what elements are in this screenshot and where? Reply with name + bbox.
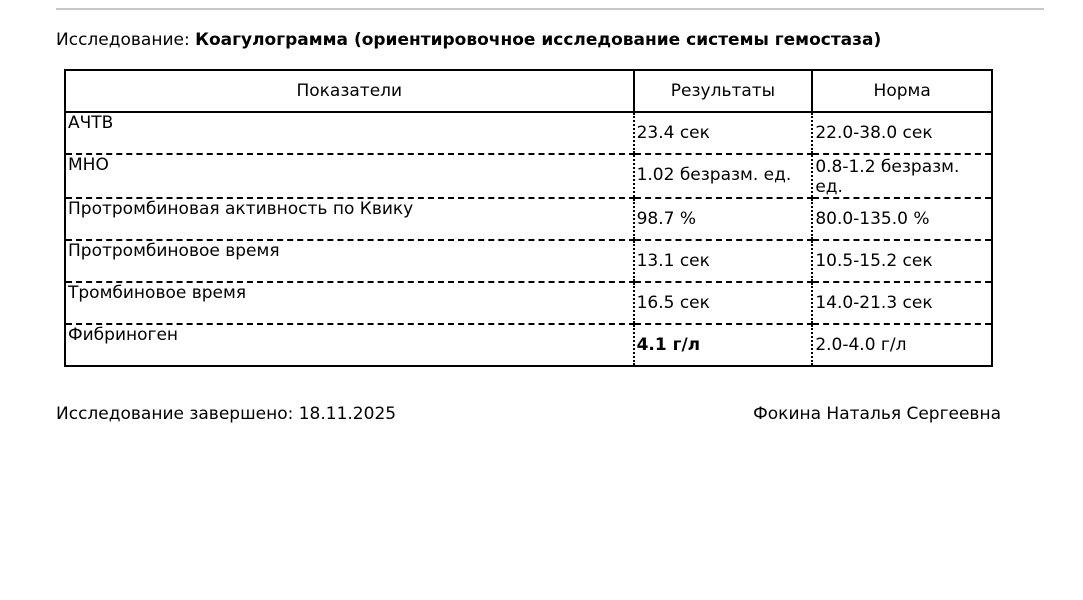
completion-date: Исследование завершено: 18.11.2025 (56, 404, 397, 424)
header-norm: Норма (812, 70, 992, 112)
indicator-name: Протромбиновая активность по Квику (65, 198, 634, 240)
indicator-norm: 0.8-1.2 безразм. ед. (812, 154, 992, 198)
table-row (65, 240, 992, 282)
table-row (65, 154, 992, 198)
doctor-name: Фокина Наталья Сергеевна (753, 404, 1001, 424)
indicator-norm: 10.5-15.2 сек (812, 240, 992, 282)
header-results: Результаты (634, 70, 813, 112)
indicator-norm: 80.0-135.0 % (812, 198, 992, 240)
table-row (65, 324, 992, 366)
table-row (65, 112, 992, 154)
indicator-result: 23.4 сек (634, 112, 813, 154)
indicator-name: МНО (65, 154, 634, 198)
indicator-norm: 2.0-4.0 г/л (812, 324, 992, 366)
header-indicators: Показатели (65, 70, 634, 112)
table-row (65, 282, 992, 324)
indicator-result: 1.02 безразм. ед. (634, 154, 813, 198)
indicator-norm: 22.0-38.0 сек (812, 112, 992, 154)
table-row (65, 198, 992, 240)
indicator-name: Фибриноген (65, 324, 634, 366)
study-title-line (56, 30, 881, 50)
study-name: Коагулограмма (ориентировочное исследование системы гемостаза) (195, 30, 882, 50)
table-header-row (65, 70, 992, 112)
indicator-norm: 14.0-21.3 сек (812, 282, 992, 324)
results-table (64, 69, 993, 367)
indicator-name: Тромбиновое время (65, 282, 634, 324)
indicator-result: 16.5 сек (634, 282, 813, 324)
indicator-result-flagged: 4.1 г/л (634, 324, 813, 366)
indicator-name: Протромбиновое время (65, 240, 634, 282)
top-divider (56, 8, 1044, 10)
indicator-result: 13.1 сек (634, 240, 813, 282)
study-label: Исследование: (56, 30, 196, 50)
indicator-result: 98.7 % (634, 198, 813, 240)
indicator-name: АЧТВ (65, 112, 634, 154)
